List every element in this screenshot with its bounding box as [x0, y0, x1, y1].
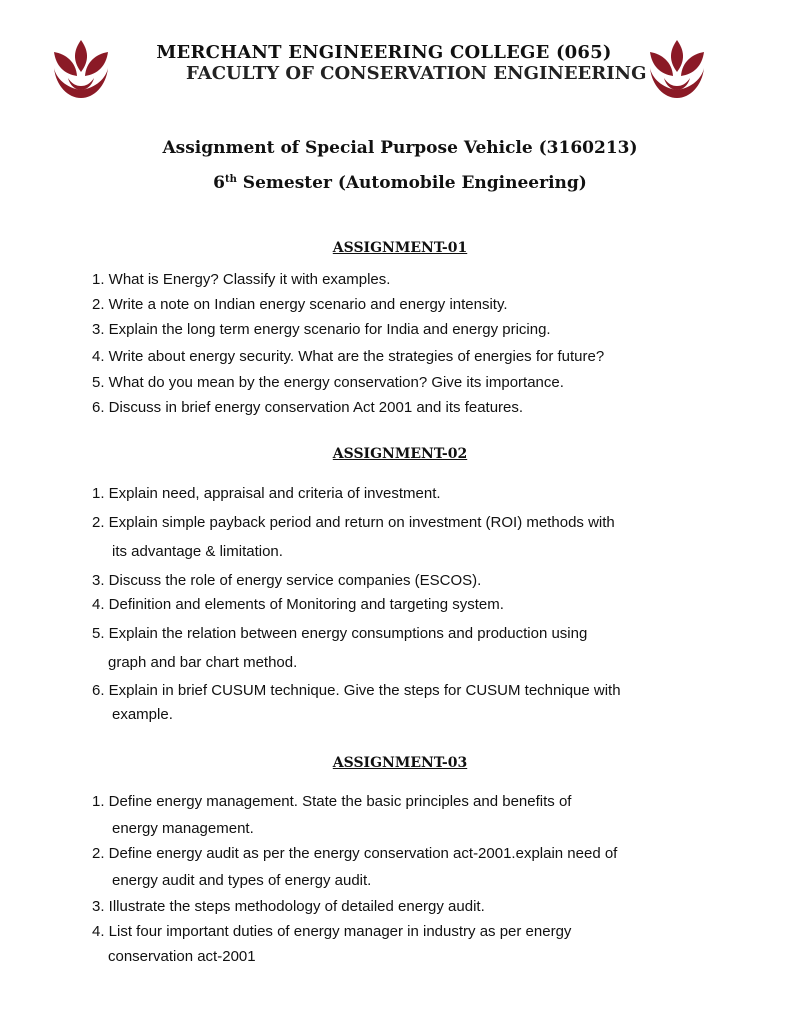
assignment-03-question-cont: energy audit and types of energy audit.	[112, 872, 372, 889]
assignment-02-question: 6. Explain in brief CUSUM technique. Give the steps for CUSUM technique with	[92, 682, 621, 699]
assignment-03-question: 1. Define energy management. State the basic principles and benefits of	[92, 793, 572, 810]
assignment-02-heading: ASSIGNMENT-02	[332, 446, 468, 462]
assignment-01-heading: ASSIGNMENT-01	[332, 240, 468, 256]
college-subtitle-text: FACULTY OF CONSERVATION ENGINEERING	[186, 63, 647, 84]
assignment-02-question-cont: example.	[112, 706, 173, 723]
college-name: MERCHANT ENGINEERING COLLEGE (065)	[156, 42, 612, 63]
assignment-03-question-cont: conservation act-2001	[108, 948, 256, 965]
assignment-01-question: 4. Write about energy security. What are the strategies of energies for future?	[92, 348, 605, 365]
assignment-03-question-cont: energy management.	[112, 820, 254, 837]
semester-number: 6	[213, 173, 225, 193]
semester-title	[0, 173, 800, 193]
assignment-02-question-cont: graph and bar chart method.	[108, 654, 298, 671]
semester-program: Semester (Automobile Engineering)	[236, 173, 587, 193]
assignment-02-question-cont: its advantage & limitation.	[112, 543, 283, 560]
assignment-03-question: 2. Define energy audit as per the energy conservation act-2001.explain need of	[92, 845, 618, 862]
assignment-01-question: 2. Write a note on Indian energy scenario and energy intensity.	[92, 296, 508, 313]
assignment-01-question: 6. Discuss in brief energy conservation Act 2001 and its features.	[92, 399, 524, 416]
assignment-01-question: 5. What do you mean by the energy conservation? Give its importance.	[92, 374, 564, 391]
semester-ordinal: th	[225, 174, 237, 185]
assignment-02-question: 4. Definition and elements of Monitoring and targeting system.	[92, 596, 504, 613]
assignment-02-question: 1. Explain need, appraisal and criteria of investment.	[92, 485, 441, 502]
college-subtitle-cropped	[186, 63, 647, 86]
assignment-02-question: 5. Explain the relation between energy consumptions and production using	[92, 625, 588, 642]
assignment-03-heading: ASSIGNMENT-03	[332, 755, 468, 771]
assignment-02-question: 3. Discuss the role of energy service companies (ESCOS).	[92, 572, 482, 589]
assignment-01-question: 1. What is Energy? Classify it with examples.	[92, 271, 391, 288]
assignment-title: Assignment of Special Purpose Vehicle (3160213)	[162, 138, 638, 158]
assignment-01-question: 3. Explain the long term energy scenario for India and energy pricing.	[92, 321, 551, 338]
assignment-03-question: 3. Illustrate the steps methodology of detailed energy audit.	[92, 898, 485, 915]
assignment-03-question: 4. List four important duties of energy manager in industry as per energy	[92, 923, 572, 940]
assignment-02-question: 2. Explain simple payback period and return on investment (ROI) methods with	[92, 514, 615, 531]
